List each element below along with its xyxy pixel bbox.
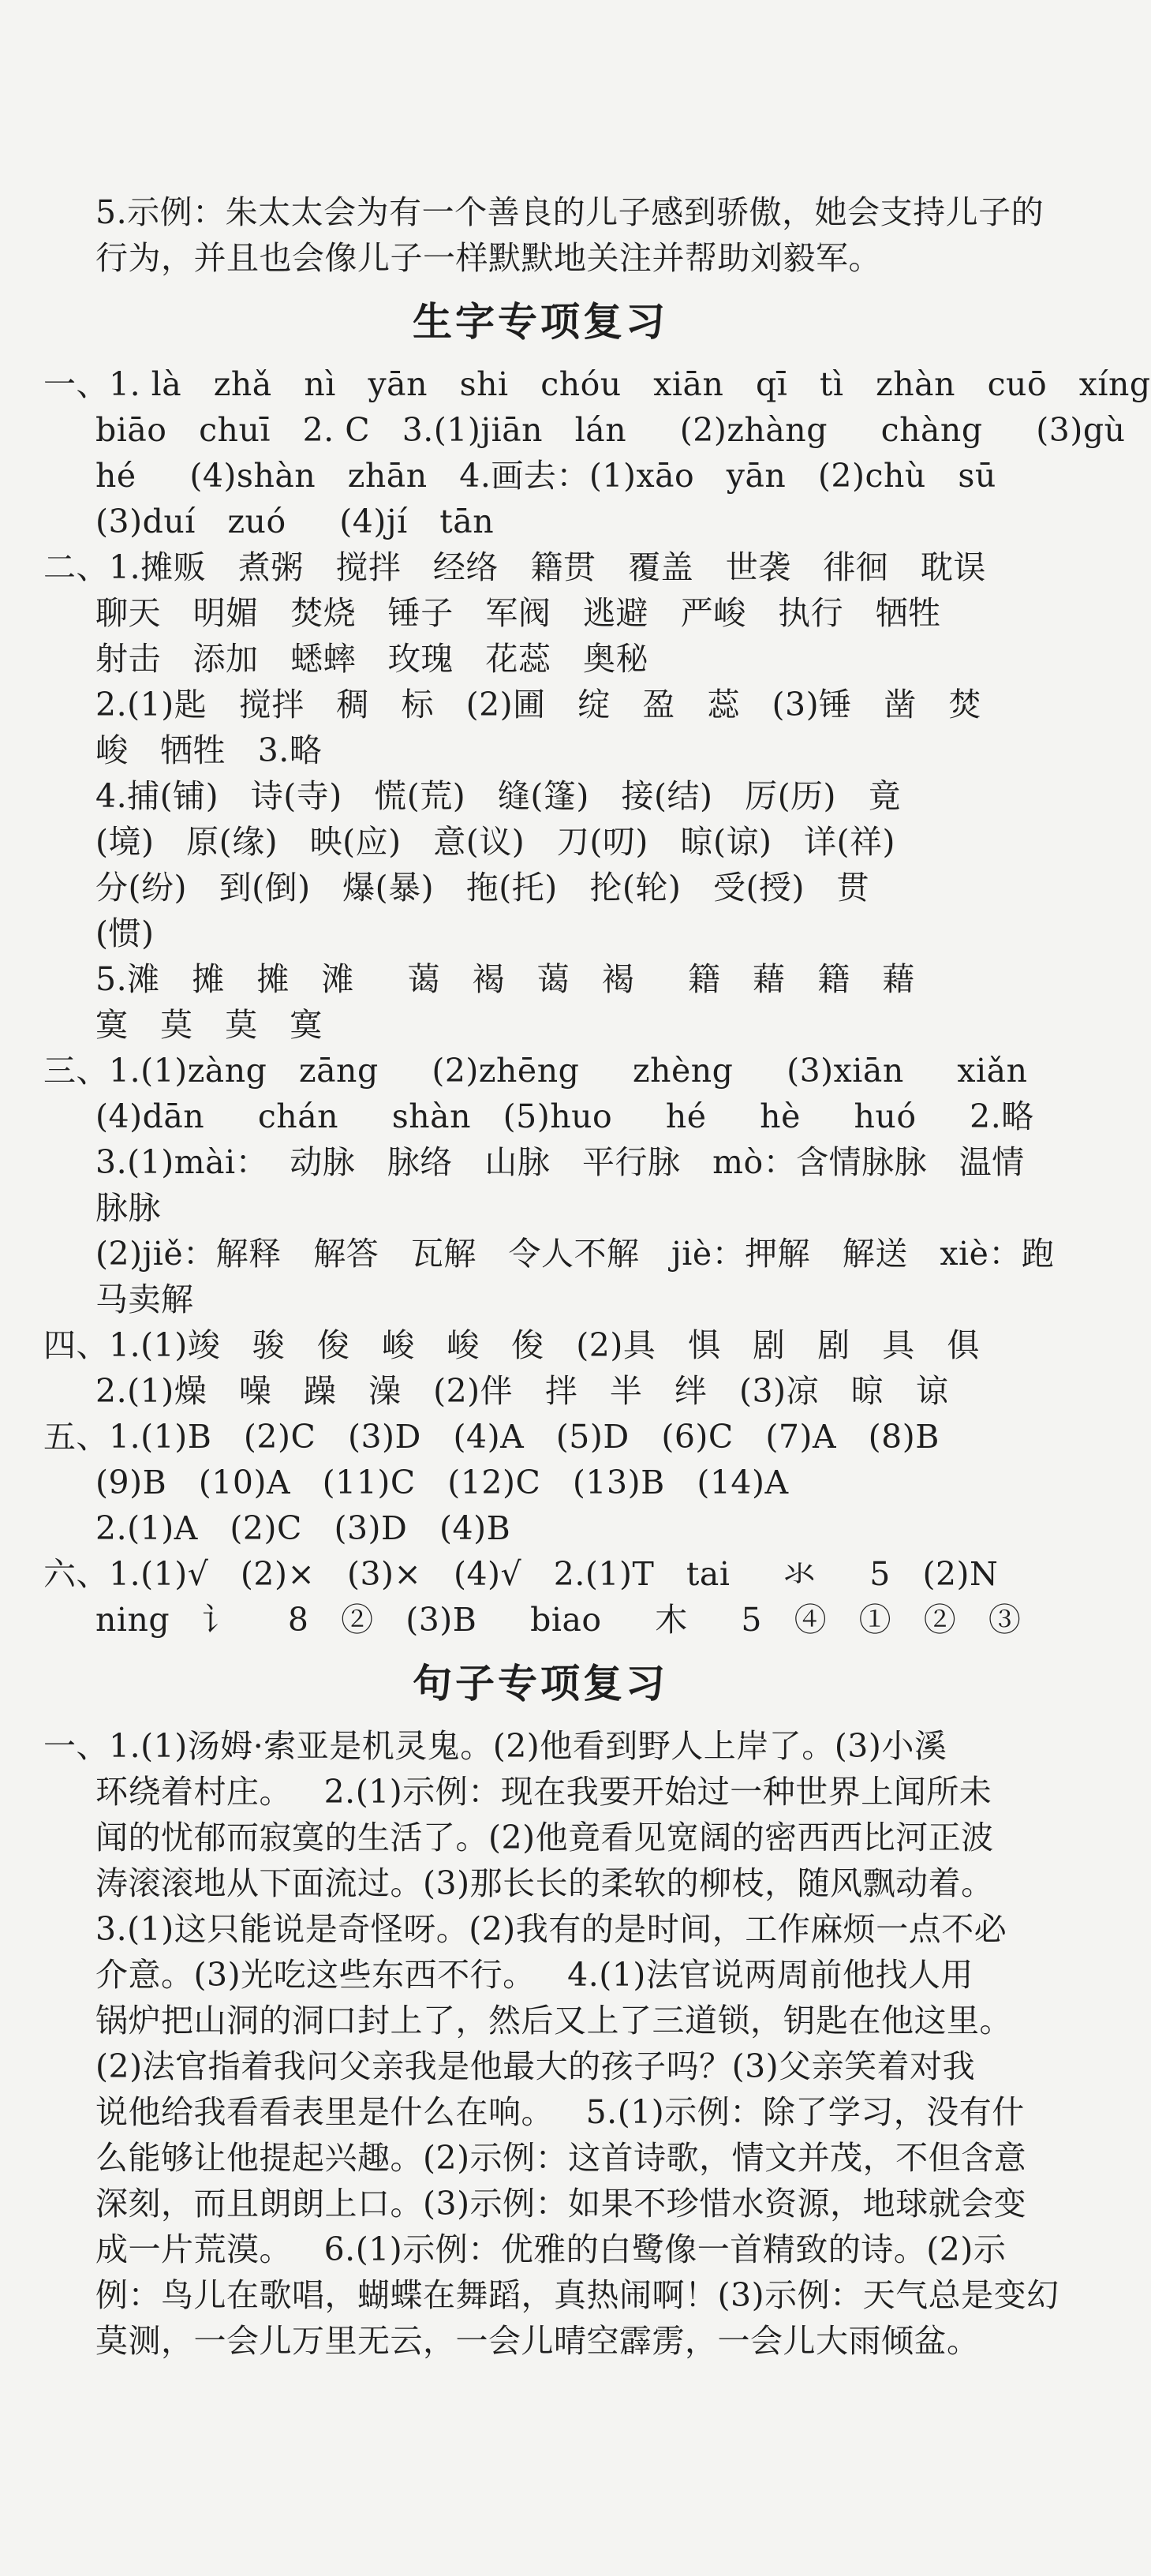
answer-line: 马卖解 — [95, 1281, 194, 1318]
section — [43, 1647, 1059, 2364]
answer-line: 射击 添加 蟋蟀 玫瑰 花蕊 奥秘 — [95, 640, 648, 678]
answer-line: 六、1.(1)√ (2)× (3)× (4)√ 2.(1)T tai 氺 5 (2)N — [43, 1555, 999, 1593]
answer-line: (3)duí zuó (4)jí tān — [95, 503, 495, 540]
answer-line: 5.示例：朱太太会为有一个善良的儿子感到骄傲，她会支持儿子的 — [95, 193, 1044, 231]
answer-line: hé (4)shàn zhān 4.画去：(1)xāo yān (2)chù sū — [95, 457, 996, 495]
section — [43, 286, 1151, 1643]
answer-line: (2)法官指着我问父亲我是他最大的孩子吗？(3)父亲笑着对我 — [95, 2047, 976, 2085]
answer-line: 例：鸟儿在歌唱，蝴蝶在舞蹈，真热闹啊！(3)示例：天气总是变幻 — [95, 2276, 1059, 2314]
answer-line: 二、1.摊贩 煮粥 搅拌 经络 籍贯 覆盖 世袭 徘徊 耽误 — [43, 548, 986, 586]
answer-line: (境) 原(缘) 映(应) 意(议) 刀(叨) 晾(谅) 详(祥) — [95, 823, 896, 861]
answer-line: 莫测，一会儿万里无云，一会儿晴空霹雳，一会儿大雨倾盆。 — [95, 2322, 980, 2360]
answer-line: 2.(1)燥 噪 躁 澡 (2)伴 拌 半 绊 (3)凉 晾 谅 — [95, 1372, 949, 1410]
answer-line: 一、1.(1)汤姆·索亚是机灵鬼。(2)他看到野人上岸了。(3)小溪 — [43, 1727, 947, 1765]
answer-line: 3.(1)mài： 动脉 脉络 山脉 平行脉 mò：含情脉脉 温情 — [95, 1143, 1025, 1181]
answer-line: 涛滚滚地从下面流过。(3)那长长的柔软的柳枝，随风飘动着。 — [95, 1864, 994, 1902]
answer-line: biāo chuī 2. C 3.(1)jiān lán (2)zhàng chàng (3)gù — [95, 411, 1126, 449]
answer-line: 聊天 明媚 焚烧 锤子 军阀 逃避 严峻 执行 牺牲 — [95, 594, 941, 632]
answer-line: ning 讠 8 ② (3)B biao 木 5 ④ ① ② ③ — [95, 1601, 1022, 1639]
answer-line: 一、1. là zhǎ nì yān shi chóu xiān qī tì zhàn cuō xíng — [43, 365, 1151, 403]
answer-line: 深刻，而且朗朗上口。(3)示例：如果不珍惜水资源，地球就会变 — [95, 2185, 1027, 2223]
answer-line: 2.(1)匙 搅拌 稠 标 (2)圃 绽 盈 蕊 (3)锤 凿 焚 — [95, 686, 981, 723]
answer-line: 脉脉 — [95, 1189, 161, 1227]
section-title: 句子专项复习 — [413, 1661, 668, 1707]
intro-answer — [43, 189, 1044, 281]
sections-container — [43, 286, 1151, 2364]
section-title: 生字专项复习 — [413, 299, 668, 345]
answer-line: 五、1.(1)B (2)C (3)D (4)A (5)D (6)C (7)A (8)B — [43, 1418, 940, 1456]
answer-line: 分(纷) 到(倒) 爆(暴) 拖(托) 抡(轮) 受(授) 贯 — [95, 869, 870, 907]
answer-line: 环绕着村庄。 2.(1)示例：现在我要开始过一种世界上闻所未 — [95, 1773, 992, 1811]
answer-line: 成一片荒漠。 6.(1)示例：优雅的白鹭像一首精致的诗。(2)示 — [95, 2230, 1007, 2268]
answer-line: 行为，并且也会像儿子一样默默地关注并帮助刘毅军。 — [95, 239, 881, 277]
answer-line: 四、1.(1)竣 骏 俊 峻 峻 俊 (2)具 惧 剧 剧 具 俱 — [43, 1326, 980, 1364]
answer-line: (9)B (10)A (11)C (12)C (13)B (14)A — [95, 1464, 789, 1501]
answer-line: 峻 牺牲 3.略 — [95, 731, 323, 769]
answer-line: 4.捕(铺) 诗(寺) 慌(荒) 缝(篷) 接(结) 厉(历) 竟 — [95, 777, 902, 815]
answer-line: 5.滩 摊 摊 滩 蔼 褐 蔼 褐 籍 藉 籍 藉 — [95, 960, 915, 998]
answer-line: 闻的忧郁而寂寞的生活了。(2)他竟看见宽阔的密西西比河正波 — [95, 1819, 994, 1856]
answer-line: 2.(1)A (2)C (3)D (4)B — [95, 1509, 511, 1547]
answer-line: 说他给我看看表里是什么在响。 5.(1)示例：除了学习，没有什 — [95, 2093, 1025, 2131]
answer-line: 锅炉把山洞的洞口封上了，然后又上了三道锁，钥匙在他这里。 — [95, 2002, 1012, 2039]
answer-line: 三、1.(1)zàng zāng (2)zhēng zhèng (3)xiān xiǎn — [43, 1052, 1028, 1090]
answer-line: (2)jiě：解释 解答 瓦解 令人不解 jiè：押解 解送 xiè：跑 — [95, 1235, 1055, 1273]
answer-line: 3.(1)这只能说是奇怪呀。(2)我有的是时间，工作麻烦一点不必 — [95, 1910, 1007, 1948]
answer-line: 寞 莫 莫 寞 — [95, 1006, 323, 1044]
answer-line: (惯) — [95, 914, 155, 952]
answer-line: 介意。(3)光吃这些东西不行。 4.(1)法官说两周前他找人用 — [95, 1956, 973, 1994]
answer-line: (4)dān chán shàn (5)huo hé hè huó 2.略 — [95, 1097, 1034, 1135]
answer-line: 么能够让他提起兴趣。(2)示例：这首诗歌，情文并茂，不但含意 — [95, 2139, 1027, 2177]
